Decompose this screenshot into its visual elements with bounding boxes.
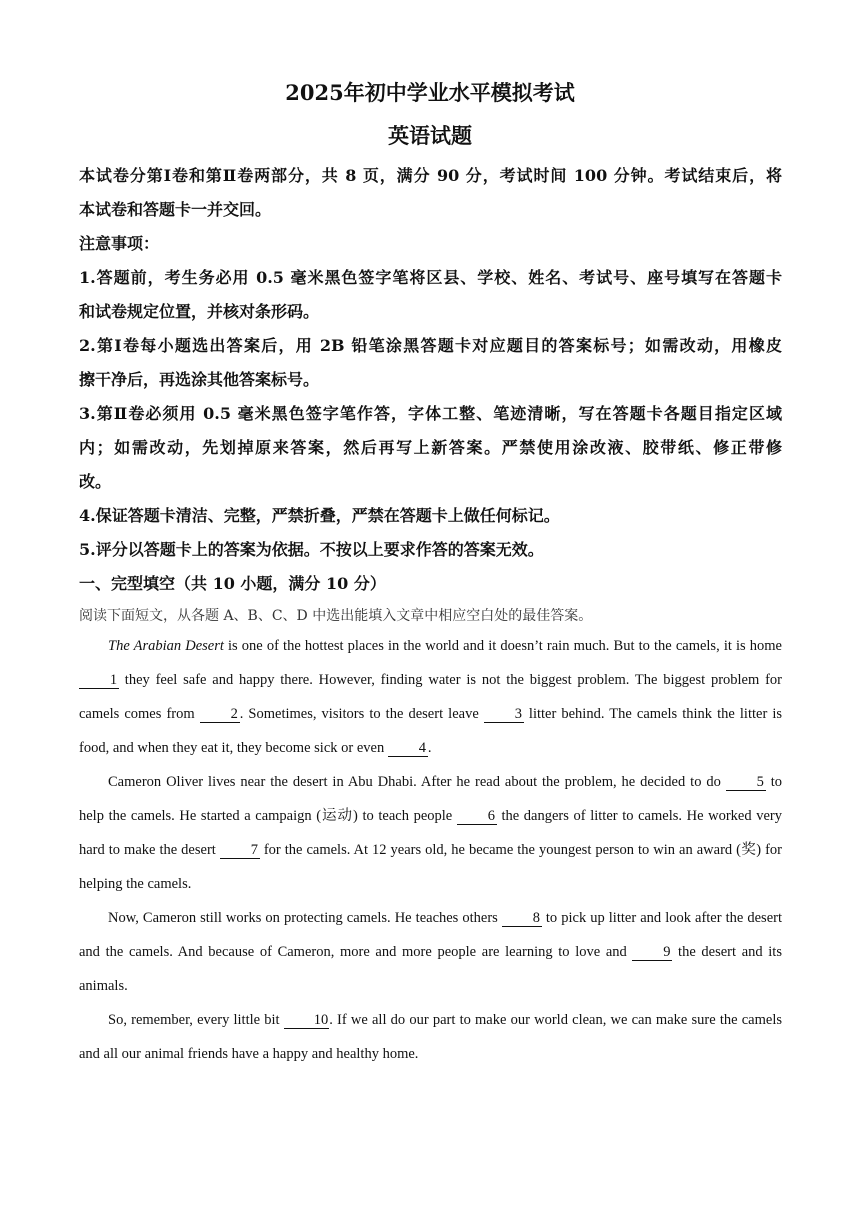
blank-2: 2 xyxy=(200,706,240,723)
blank-1: 1 xyxy=(79,672,119,689)
cloze-passage xyxy=(79,629,782,1071)
exam-subtitle: 英语试题 xyxy=(388,123,472,148)
passage-text: Cameron Oliver lives near the desert in Abu Dhabi. After he read about the problem, he decided to do xyxy=(108,774,726,790)
note-4: 4.保证答题卡清洁、完整，严禁折叠，严禁在答题卡上做任何标记。 xyxy=(79,506,560,525)
passage-text: is one of the hottest places in the world and it doesn’t rain much. But to the camels, it is home xyxy=(223,638,782,654)
passage-text: the dangers of litter to camels. He worked very hard to make the desert xyxy=(79,808,782,858)
section-1-instruction: 阅读下面短文，从各题 A、B、C、D 中选出能填入文章中相应空白处的最佳答案。 xyxy=(79,608,593,624)
passage-text: they feel safe and happy there. However, finding water is not the biggest problem. The biggest problem for camels comes from xyxy=(79,672,782,722)
note-5: 5.评分以答题卡上的答案为依据。不按以上要求作答的答案无效。 xyxy=(79,540,544,559)
note-1-line-2: 和试卷规定位置，并核对条形码。 xyxy=(79,302,320,321)
exam-title: 2025年初中学业水平模拟考试 xyxy=(285,80,575,105)
blank-6: 6 xyxy=(457,808,497,825)
italic-title: The Arabian Desert xyxy=(108,638,224,654)
intro-line-2: 本试卷和答题卡一并交回。 xyxy=(79,200,272,219)
note-2-line-2: 擦干净后，再选涂其他答案标号。 xyxy=(79,370,320,389)
note-1-line-1: 1.答题前，考生务必用 0.5 毫米黑色签字笔将区县、学校、姓名、考试号、座号填写在答题卡 xyxy=(79,268,782,287)
passage-text: litter behind. The camels think the litter is food, and when they eat it, they become sick or even xyxy=(79,706,783,756)
passage-text: . xyxy=(427,740,432,756)
passage-text: . Sometimes, visitors to the desert leave xyxy=(239,706,484,722)
blank-10: 10 xyxy=(284,1012,330,1029)
note-3-line-3: 改。 xyxy=(79,472,112,491)
passage-text: So, remember, every little bit xyxy=(108,1012,284,1028)
passage-paragraph-4 xyxy=(79,1003,782,1071)
passage-text: for the camels. At 12 years old, he became the youngest person to win an award (奖) for helping the camels. xyxy=(79,842,782,892)
passage-text: to help the camels. He started a campaign (运动) to teach people xyxy=(79,774,782,824)
blank-8: 8 xyxy=(502,910,542,927)
passage-text: Now, Cameron still works on protecting camels. He teaches others xyxy=(108,910,502,926)
section-1-heading: 一、完型填空（共 10 小题，满分 10 分） xyxy=(79,574,386,593)
note-3-line-1: 3.第Ⅱ卷必须用 0.5 毫米黑色签字笔作答，字体工整、笔迹清晰，写在答题卡各题目指定区域 xyxy=(79,404,782,423)
passage-paragraph-2 xyxy=(79,765,782,901)
blank-9: 9 xyxy=(632,944,672,961)
note-3-line-2: 内；如需改动，先划掉原来答案，然后再写上新答案。严禁使用涂改液、胶带纸、修正带修 xyxy=(79,438,782,457)
note-2-line-1: 2.第Ⅰ卷每小题选出答案后，用 2B 铅笔涂黑答题卡对应题目的答案标号；如需改动，用橡皮 xyxy=(79,336,782,355)
notes-heading: 注意事项： xyxy=(79,234,160,253)
passage-paragraph-3 xyxy=(79,901,782,1003)
blank-3: 3 xyxy=(484,706,524,723)
passage-text: . If we all do our part to make our world clean, we can make sure the camels and all our animal friends have a happy and healthy home. xyxy=(79,1012,782,1062)
passage-paragraph-1 xyxy=(79,629,782,765)
passage-text: to pick up litter and look after the desert and the camels. And because of Cameron, more and more people are learning to love and xyxy=(79,910,782,960)
intro-line-1: 本试卷分第Ⅰ卷和第Ⅱ卷两部分，共 8 页，满分 90 分，考试时间 100 分钟。考试结束后，将 xyxy=(79,166,782,185)
blank-7: 7 xyxy=(220,842,260,859)
blank-5: 5 xyxy=(726,774,766,791)
passage-text: the desert and its animals. xyxy=(79,944,782,994)
blank-4: 4 xyxy=(388,740,428,757)
